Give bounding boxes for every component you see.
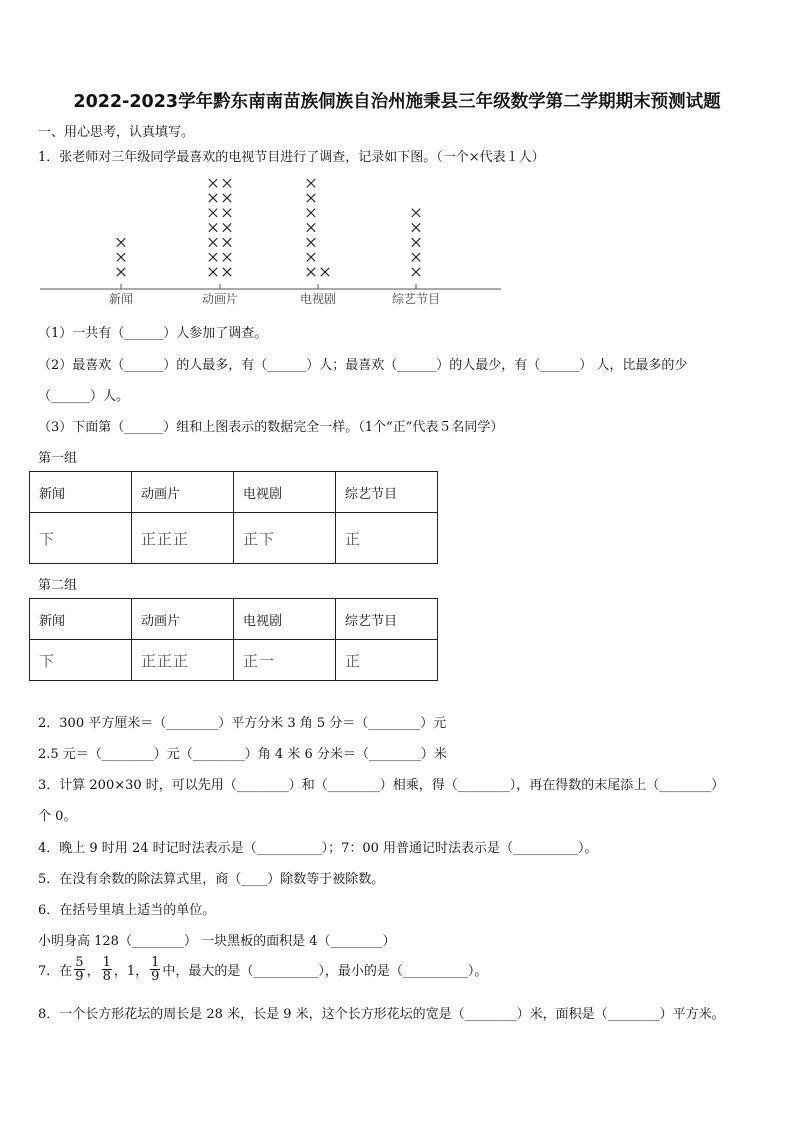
group-2-label: 第二组: [38, 578, 78, 593]
tally-cell: 下: [30, 640, 132, 681]
tally-mark: [307, 238, 315, 246]
tally-cell: 正正正: [132, 513, 234, 564]
tally-mark: [412, 223, 420, 231]
tally-cell: 正: [336, 640, 438, 681]
tally-cell: 正一: [234, 640, 336, 681]
question-2a: 2．300 平方厘米＝（________）平方分米 3 角 5 分＝（________）元: [38, 716, 447, 731]
tally-mark: [307, 223, 315, 231]
fraction-1-8: $\frac{1}{8}$: [102, 955, 111, 984]
question-6a: 6．在括号里填上适当的单位。: [38, 903, 216, 918]
question-7: 7．在 $\frac{5}{9}$ ， $\frac{1}{8}$ ，1， $\frac{1}{9}$ 中，最大的是（__________），最小的是（__________）。: [38, 955, 488, 984]
tally-cell: 正正正: [132, 640, 234, 681]
fraction-1-9: $\frac{1}{9}$: [151, 955, 160, 984]
tally-mark: [223, 268, 231, 276]
question-1-sub3: （3）下面第（______）组和上图表示的数据完全一样。（1个“正”代表５名同学）: [38, 420, 504, 435]
table-header: 新闻: [30, 472, 132, 513]
category-label: 电视剧: [299, 292, 337, 306]
tally-mark: [209, 253, 217, 261]
tally-mark: [209, 223, 217, 231]
tally-mark: [209, 209, 217, 217]
table-header: 新闻: [30, 599, 132, 640]
category-label: 综艺节目: [391, 292, 441, 306]
tally-mark: [307, 194, 315, 202]
tally-mark: [209, 179, 217, 187]
tally-cell: 下: [30, 513, 132, 564]
tally-mark: [412, 238, 420, 246]
tally-mark: [307, 268, 315, 276]
tally-cell: 正: [336, 513, 438, 564]
question-7-prefix: 7．在: [38, 964, 73, 979]
group-1-label: 第一组: [38, 451, 78, 466]
table-header: 电视剧: [234, 472, 336, 513]
question-7-suffix: 中，最大的是（__________），最小的是（__________）。: [162, 964, 488, 979]
question-3a: 3．计算 200×30 时，可以先用（________）和（________）相乘，得（________），再在得数的末尾添上（________）: [38, 778, 725, 793]
table-header: 动画片: [132, 599, 234, 640]
tally-mark: [117, 268, 125, 276]
tally-mark: [412, 268, 420, 276]
tally-mark: [209, 268, 217, 276]
tally-mark: [223, 223, 231, 231]
tally-mark: [223, 253, 231, 261]
section-heading: 一、用心思考，认真填写。: [38, 125, 195, 140]
question-1-sub2b: （______）人。: [38, 389, 130, 404]
tally-chart: [38, 170, 508, 310]
category-label: 新闻: [108, 292, 134, 306]
page-title: 2022-2023学年黔东南南苗族侗族自治州施秉县三年级数学第二学期期末预测试题: [73, 92, 721, 112]
tally-mark: [307, 253, 315, 261]
tally-cell: 正下: [234, 513, 336, 564]
question-2b: 2.5 元＝（________）元（________）角 4 米 6 分米＝（________）米: [38, 747, 447, 762]
tally-mark: [223, 179, 231, 187]
tally-mark: [209, 238, 217, 246]
table-header: 电视剧: [234, 599, 336, 640]
question-8: 8．一个长方形花坛的周长是 28 米，长是 9 米，这个长方形花坛的宽是（________）米，面积是（________）平方米。: [38, 1007, 725, 1022]
tally-mark: [117, 253, 125, 261]
tally-mark: [307, 179, 315, 187]
question-1-sub2a: （2）最喜欢（______）的人最多，有（______）人；最喜欢（______）的人最少，有（______） 人，比最多的少: [38, 358, 688, 373]
table-header: 综艺节目: [336, 472, 438, 513]
group-2-table: [29, 598, 438, 681]
table-header: 动画片: [132, 472, 234, 513]
tally-mark: [412, 209, 420, 217]
tally-mark: [223, 238, 231, 246]
question-7-mid: ，1，: [113, 964, 149, 979]
question-6b: 小明身高 128（________） 一块黑板的面积是 4（________）: [38, 934, 396, 949]
tally-mark: [209, 194, 217, 202]
table-header: 综艺节目: [336, 599, 438, 640]
category-label: 动画片: [201, 292, 239, 306]
tally-mark: [223, 209, 231, 217]
question-4: 4．晚上 9 时用 24 时记时法表示是（__________）；7：00 用普通记时法表示是（__________）。: [38, 841, 598, 856]
question-1-sub1: （1）一共有（______）人参加了调查。: [38, 326, 268, 341]
tally-mark: [412, 253, 420, 261]
tally-mark: [321, 268, 329, 276]
group-1-table: [29, 471, 438, 564]
tally-mark: [223, 194, 231, 202]
tally-mark: [307, 209, 315, 217]
question-3b: 个 0。: [38, 809, 77, 824]
question-5: 5．在没有余数的除法算式里，商（____）除数等于被除数。: [38, 872, 385, 887]
tally-mark: [117, 238, 125, 246]
question-1-stem: 1．张老师对三年级同学最喜欢的电视节目进行了调查，记录如下图。（一个×代表１人）: [38, 150, 545, 165]
fraction-5-9: $\frac{5}{9}$: [75, 955, 84, 984]
